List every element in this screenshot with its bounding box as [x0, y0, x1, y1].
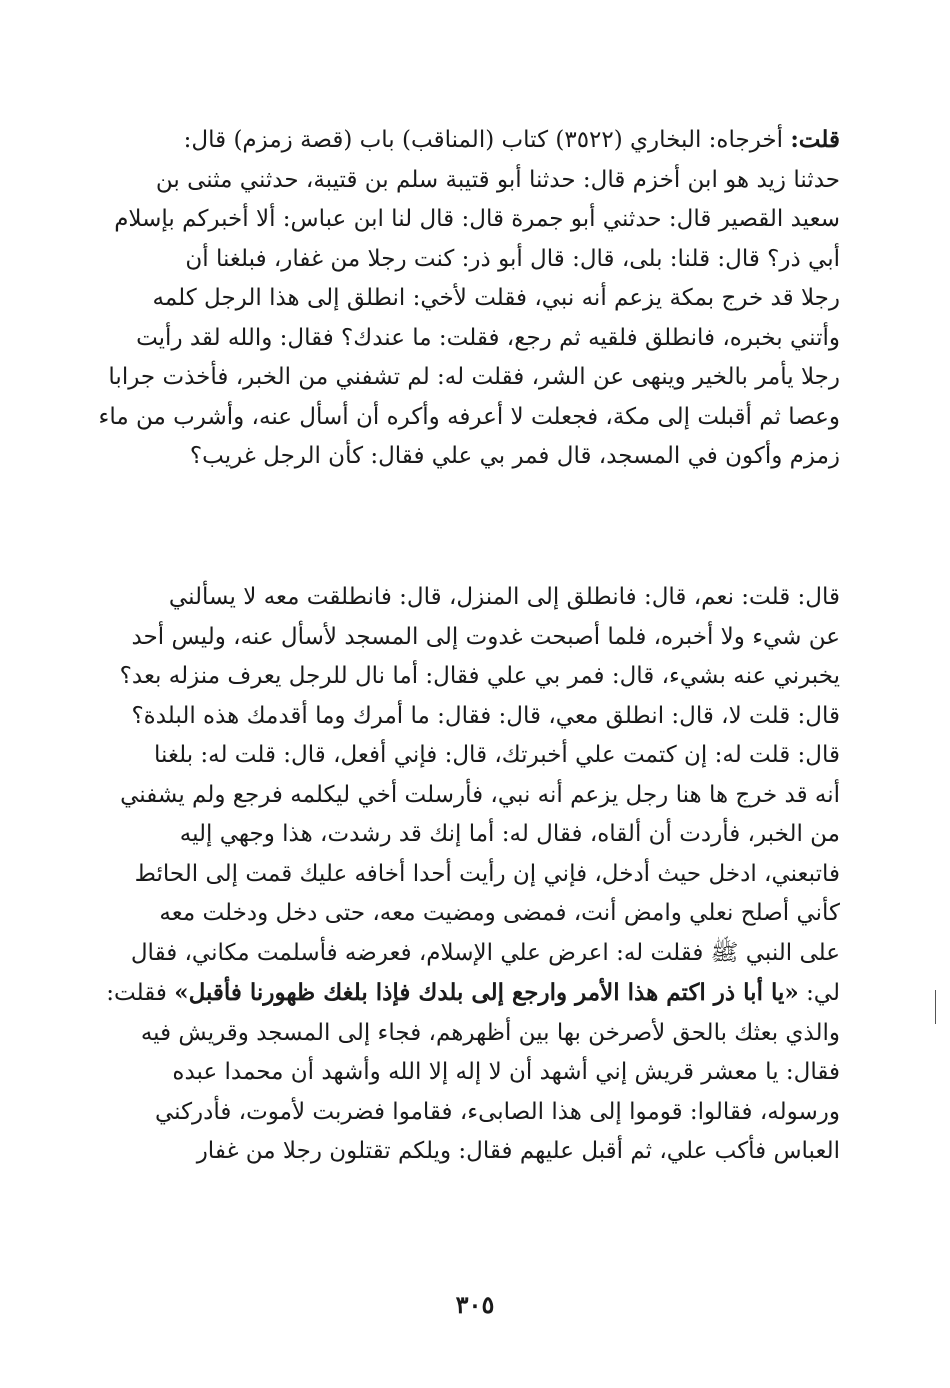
- text-line: قال: قلت لا، قال: انطلق معي، قال: فقال: ما أمرك وما أقدمك هذه البلدة؟: [131, 702, 840, 729]
- text-line: قال: قلت له: إن كتمت علي أخبرتك، قال: فإني أفعل، قال: قلت له: بلغنا: [154, 742, 840, 768]
- lead-word: قلت:: [790, 126, 840, 153]
- page-number: ٣٠٥: [455, 1290, 495, 1319]
- text-line: العباس فأكب علي، ثم أقبل عليهم فقال: ويلكم تقتلون رجلا من غفار: [196, 1138, 840, 1164]
- text-line: يخبرني عنه بشيء، قال: فمر بي علي فقال: أما نال للرجل يعرف منزله بعد؟: [119, 663, 840, 689]
- text-line: سعيد القصير قال: حدثني أبو جمرة قال: قال لنا ابن عباس: ألا أخبركم بإسلام: [114, 206, 840, 232]
- text-line: كأني أصلح نعلي وامض أنت، فمضى ومضيت معه، حتى دخل ودخلت معه: [159, 900, 840, 926]
- text-line: قلت: أخرجاه: البخاري (٣٥٢٢) كتاب (المناقب) باب (قصة زمزم) قال:: [183, 126, 840, 153]
- text-line: فاتبعني، ادخل حيث أدخل، فإني إن رأيت أحدا أخافه عليك قمت إلى الحائط: [134, 860, 840, 887]
- text-line: زمزم وأكون في المسجد، قال فمر بي علي فقال: كأن الرجل غريب؟: [189, 443, 840, 469]
- text-line: رجلا يأمر بالخير وينهى عن الشر، فقلت له: لم تشفني من الخبر، فأخذت جرابا: [108, 364, 840, 390]
- text-line: لي: «يا أبا ذر اكتم هذا الأمر وارجع إلى بلدك فإذا بلغك ظهورنا فأقبل» فقلت:: [106, 979, 840, 1006]
- text-line: والذي بعثك بالحق لأصرخن بها بين أظهرهم، فجاء إلى المسجد وقريش فيه: [140, 1019, 840, 1046]
- text-line: قال: قلت: نعم، قال: فانطلق إلى المنزل، قال: فانطلقت معه لا يسألني: [168, 584, 840, 610]
- margin-mark: [935, 990, 936, 1024]
- text-line: رجلا قد خرج بمكة يزعم أنه نبي، فقلت لأخي: انطلق إلى هذا الرجل كلمه: [152, 285, 840, 311]
- text-line: فقال: يا معشر قريش إني أشهد أن لا إله إلا الله وأشهد أن محمدا عبده: [172, 1059, 840, 1085]
- text-line: عن شيء ولا أخبره، فلما أصبحت غدوت إلى المسجد لأسأل عنه، وليس أحد: [131, 623, 840, 650]
- text-line: حدثنا زيد هو ابن أخزم قال: حدثنا أبو قتيبة سلم بن قتيبة، حدثني مثنى بن: [155, 166, 840, 193]
- paragraph-2: [106, 578, 840, 1172]
- hadith-quote: «يا أبا ذر اكتم هذا الأمر وارجع إلى بلدك فإذا بلغك ظهورنا فأقبل»: [174, 979, 799, 1006]
- text-line: وأتني بخبره، فانطلق فلقيه ثم رجع، فقلت: ما عندك؟ فقال: والله لقد رأيت: [136, 324, 840, 351]
- text-line: ورسوله، فقالوا: قوموا إلى هذا الصابىء، فقاموا فضربت لأموت، فأدركني: [154, 1098, 840, 1125]
- text-line: وعصا ثم أقبلت إلى مكة، فجعلت لا أعرفه وأكره أن أسأل عنه، وأشرب من ماء: [98, 403, 840, 430]
- paragraph-1: [98, 120, 840, 477]
- text-line: أنه قد خرج ها هنا رجل يزعم أنه نبي، فأرسلت أخي ليكلمه فرجع ولم يشفني: [120, 781, 840, 808]
- text-line: أبي ذر؟ قال: قلنا: بلى، قال: قال أبو ذر: كنت رجلا من غفار، فبلغنا أن: [185, 245, 840, 272]
- text-line: على النبي ﷺ فقلت له: اعرض علي الإسلام، فعرضه فأسلمت مكاني، فقال: [130, 939, 840, 966]
- text-line: من الخبر، فأردت أن ألقاه، فقال له: أما إنك قد رشدت، هذا وجهي إليه: [179, 821, 840, 847]
